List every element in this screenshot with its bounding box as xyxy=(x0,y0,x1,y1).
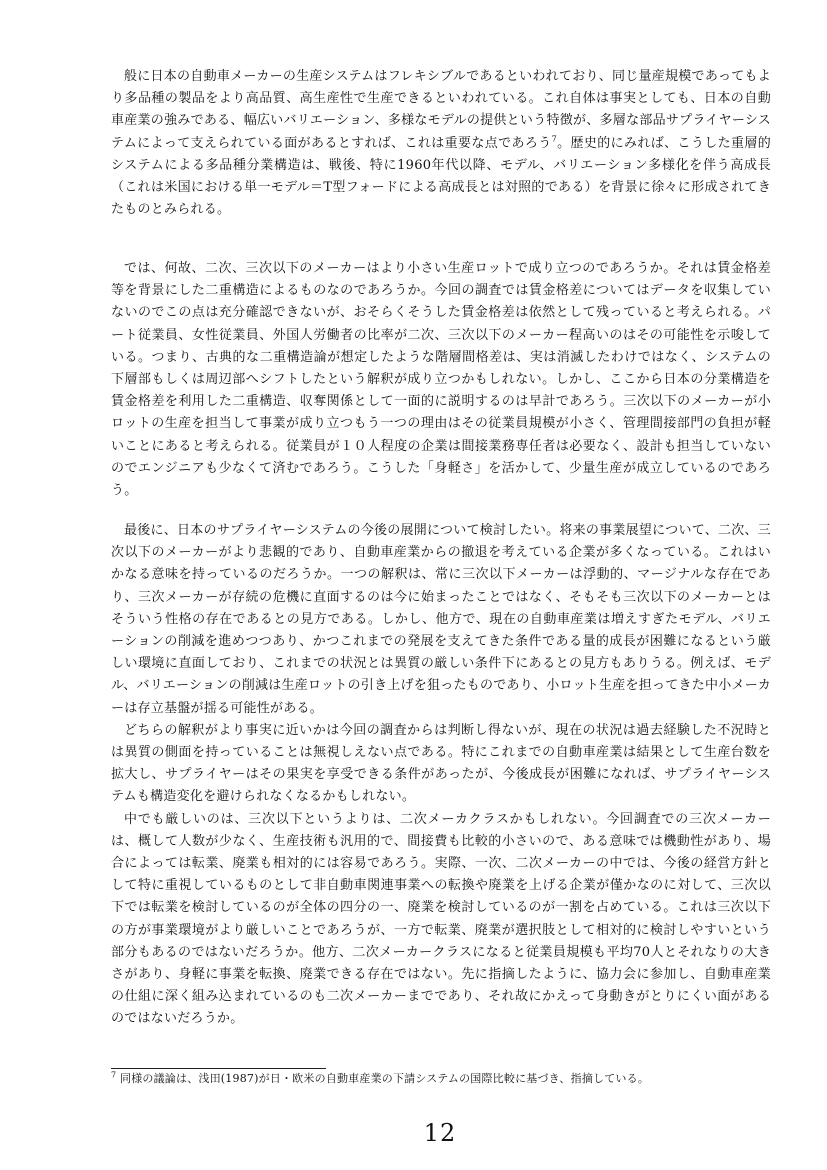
paragraph-5: 中でも厳しいのは、三次以下というよりは、二次メーカクラスかもしれない。今回調査での三次メーカーは、概して人数が少なく、生産技術も汎用的で、間接費も比較的小さいので、ある意味では機動性があり、場合によっては転業、廃業も相対的には容易であろう。実際、一次、二次メーカーの中では、今後の経営方針として特に重視しているものとして非自動車関連事業への転換や廃業を上げる企業が僅かなのに対して、三次以下では転業を検討しているのが全体の四分の一、廃業を検討しているのが一割を占めている。これは三次以下の方が事業環境がより厳しいことであろうが、一方で転業、廃業が選択肢として相対的に検討しやすいという部分もあるのではないだろうか。他方、二次メーカークラスになると従業員規模も平均70人とそれなりの大きさがあり、身軽に事業を転換、廃業できる存在ではない。先に指摘したように、協力会に参加し、自動車産業の仕組に深く組み込まれているのも二次メーカーまでであり、それ故にかえって身動きがとりにくい面があるのではないだろうか。 xyxy=(111,811,771,1027)
body-section-2 xyxy=(111,258,771,502)
paragraph-3: 最後に、日本のサプライヤーシステムの今後の展開について検討したい。将来の事業展望について、二次、三次以下のメーカーがより悲観的であり、自動車産業からの撤退を考えている企業が多くなっている。これはいかなる意味を持っているのだろうか。一つの解釈は、常に三次以下メーカーは浮動的、マージナルな存在であり、三次メーカーが存続の危機に直面するのは今に始まったことではなく、そもそも三次以下のメーカーとはそういう性格の存在であるとの見方である。しかし、他方で、現在の自動車産業は増えすぎたモデル、バリエーションの削減を進めつつあり、かつこれまでの発展を支えてきた条件である量的成長が困難になるという厳しい環境に直面しており、これまでの状況とは異質の厳しい条件下にあるとの見方もありうる。例えば、モデル、バリエーションの削減は生産ロットの引き上げを狙ったものであり、小ロット生産を担ってきた中小メーカーは存立基盤が揺る可能性がある。 xyxy=(111,523,771,716)
footnote-mark: 7 xyxy=(111,1070,117,1080)
footnote-divider xyxy=(111,1068,326,1069)
footnote xyxy=(111,1071,771,1087)
body-section-1 xyxy=(111,66,771,221)
paragraph-2: では、何故、二次、三次以下のメーカーはより小さい生産ロットで成り立つのであろうか。それは賃金格差等を背景にした二重構造によるものなのであろうか。今回の調査では賃金格差についてはデータを収集していないのでこの点は充分確認できないが、おそらくそうした賃金格差は依然として残っていると考えられる。パート従業員、女性従業員、外国人労働者の比率が二次、三次以下のメーカー程高いのはその可能性を示唆している。つまり、古典的な二重構造論が想定したような階層間格差は、実は消滅したわけではなく、システムの下層部もしくは周辺部へシフトしたという解釈が成り立つかもしれない。しかし、ここから日本の分業構造を賃金格差を利用した二重構造、収奪関係として一面的に説明するのは早計であろう。三次以下のメーカーが小ロットの生産を担当して事業が成り立つもう一つの理由はその従業員規模が小さく、管理間接部門の負担が軽いことにあると考えられる。従業員が１０人程度の企業は間接業務専任者は必要なく、設計も担当していないのでエンジニアも少なくて済むであろう。こうした「身軽さ」を活かして、少量生産が成立しているのであろう。 xyxy=(111,261,771,499)
body-section-3 xyxy=(111,520,771,1031)
paragraph-4: どちらの解釈がより事実に近いかは今回の調査からは判断し得ないが、現在の状況は過去経験した不況時とは異質の側面を持っていることは無視しえない点である。特にこれまでの自動車産業は結果として生産台数を拡大し、サプライヤーはその果実を享受できる条件があったが、今後成長が困難になれば、サプライヤーシステムも構造変化を避けられなくなるかもしれない。 xyxy=(111,722,771,805)
page-number: 12 xyxy=(423,1119,457,1147)
footnote-reference: 7 xyxy=(551,134,558,144)
paragraph-1 xyxy=(111,66,771,221)
paragraph-1-tail: 。歴史的にみれば、こうした重層的システムによる多品種分業構造は、戦後、特に1960年代以降、モデル、バリエーション多様化を伴う高成長（これは米国における単一モデル＝T型フォードによる高成長とは対照的である）を背景に徐々に形成されてきたものとみられる。 xyxy=(111,135,771,218)
paragraph-1-text: 般に日本の自動車メーカーの生産システムはフレキシブルであるといわれており、同じ量産規模であってもより多品種の製品をより高品質、高生産性で生産できるといわれている。これ自体は事実としても、日本の自動車産業の強みである、幅広いバリエーション、多様なモデルの提供という特徴が、多層な部品サプライヤーシステムによって支えられている面があるとすれば、これは重要な点であろう xyxy=(111,69,771,151)
footnote-text: 同様の議論は、浅田(1987)が日・欧米の自動車産業の下請システムの国際比較に基づき、指摘している。 xyxy=(120,1072,650,1085)
